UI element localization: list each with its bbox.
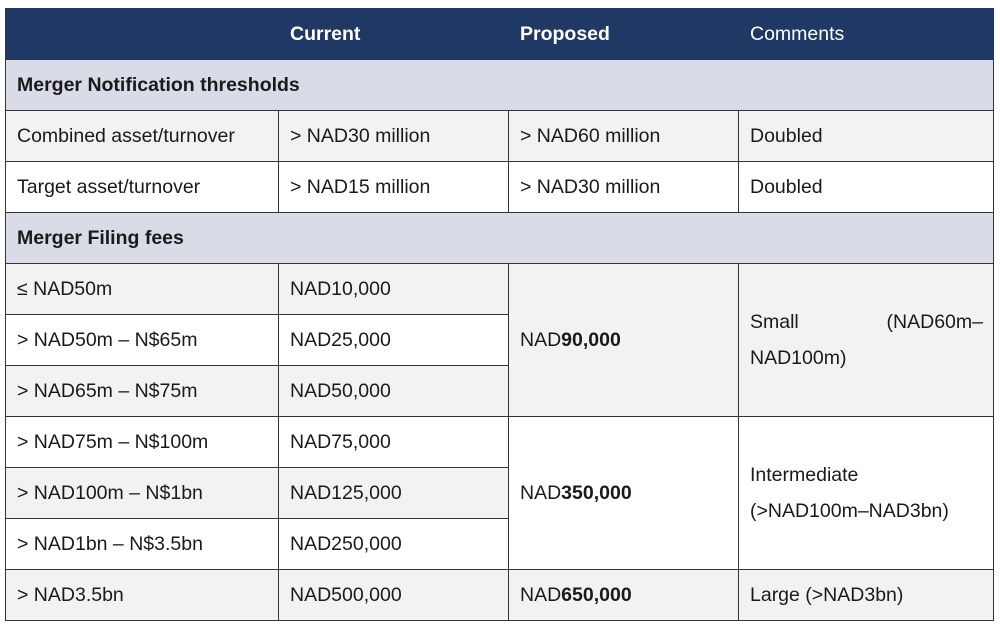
table-row [6,111,994,162]
proposed-amount: 650,000 [561,583,632,606]
proposed-prefix: NAD [520,481,562,504]
comment-value: Large (>NAD3bn) [739,570,994,621]
comment-line: Intermediate [750,464,859,486]
row-label: ≤ NAD50m [6,264,279,315]
current-value: NAD25,000 [279,315,509,366]
table-row [6,162,994,213]
comment-cell [739,417,994,570]
header-current: Current [279,9,509,60]
comment-value: Doubled [739,111,994,162]
proposed-amount: 350,000 [561,481,632,504]
row-label: > NAD3.5bn [6,570,279,621]
row-label: Target asset/turnover [6,162,279,213]
proposed-prefix: NAD [520,583,562,606]
proposed-fee-cell [509,417,739,570]
table-row [6,417,994,468]
proposed-fee-cell [509,264,739,417]
proposed-value: > NAD60 million [509,111,739,162]
row-label: > NAD65m – N$75m [6,366,279,417]
current-value: NAD125,000 [279,468,509,519]
row-label: > NAD75m – N$100m [6,417,279,468]
section-title: Merger Filing fees [6,213,994,264]
row-label: > NAD1bn – N$3.5bn [6,519,279,570]
proposed-value: > NAD30 million [509,162,739,213]
current-value: NAD75,000 [279,417,509,468]
current-value: NAD50,000 [279,366,509,417]
section-row-fees [6,213,994,264]
comment-cell [739,264,994,417]
current-value: NAD10,000 [279,264,509,315]
table-row [6,570,994,621]
section-row-notification [6,60,994,111]
header-empty-cell [6,9,279,60]
proposed-amount: 90,000 [561,328,621,351]
comment-line [750,304,983,340]
current-value: NAD500,000 [279,570,509,621]
comment-word: (NAD60m– [886,311,983,333]
table-header-row [6,9,994,60]
section-title: Merger Notification thresholds [6,60,994,111]
current-value: > NAD15 million [279,162,509,213]
row-label: > NAD50m – N$65m [6,315,279,366]
header-comments: Comments [739,9,994,60]
current-value: > NAD30 million [279,111,509,162]
current-value: NAD250,000 [279,519,509,570]
comment-line: (>NAD100m–NAD3bn) [750,500,949,522]
comment-value: Doubled [739,162,994,213]
merger-thresholds-table [5,8,994,621]
table-row [6,264,994,315]
proposed-fee-cell [509,570,739,621]
comment-line: NAD100m) [750,347,847,369]
row-label: Combined asset/turnover [6,111,279,162]
header-proposed: Proposed [509,9,739,60]
row-label: > NAD100m – N$1bn [6,468,279,519]
comment-word: Small [750,311,799,333]
proposed-prefix: NAD [520,328,562,351]
